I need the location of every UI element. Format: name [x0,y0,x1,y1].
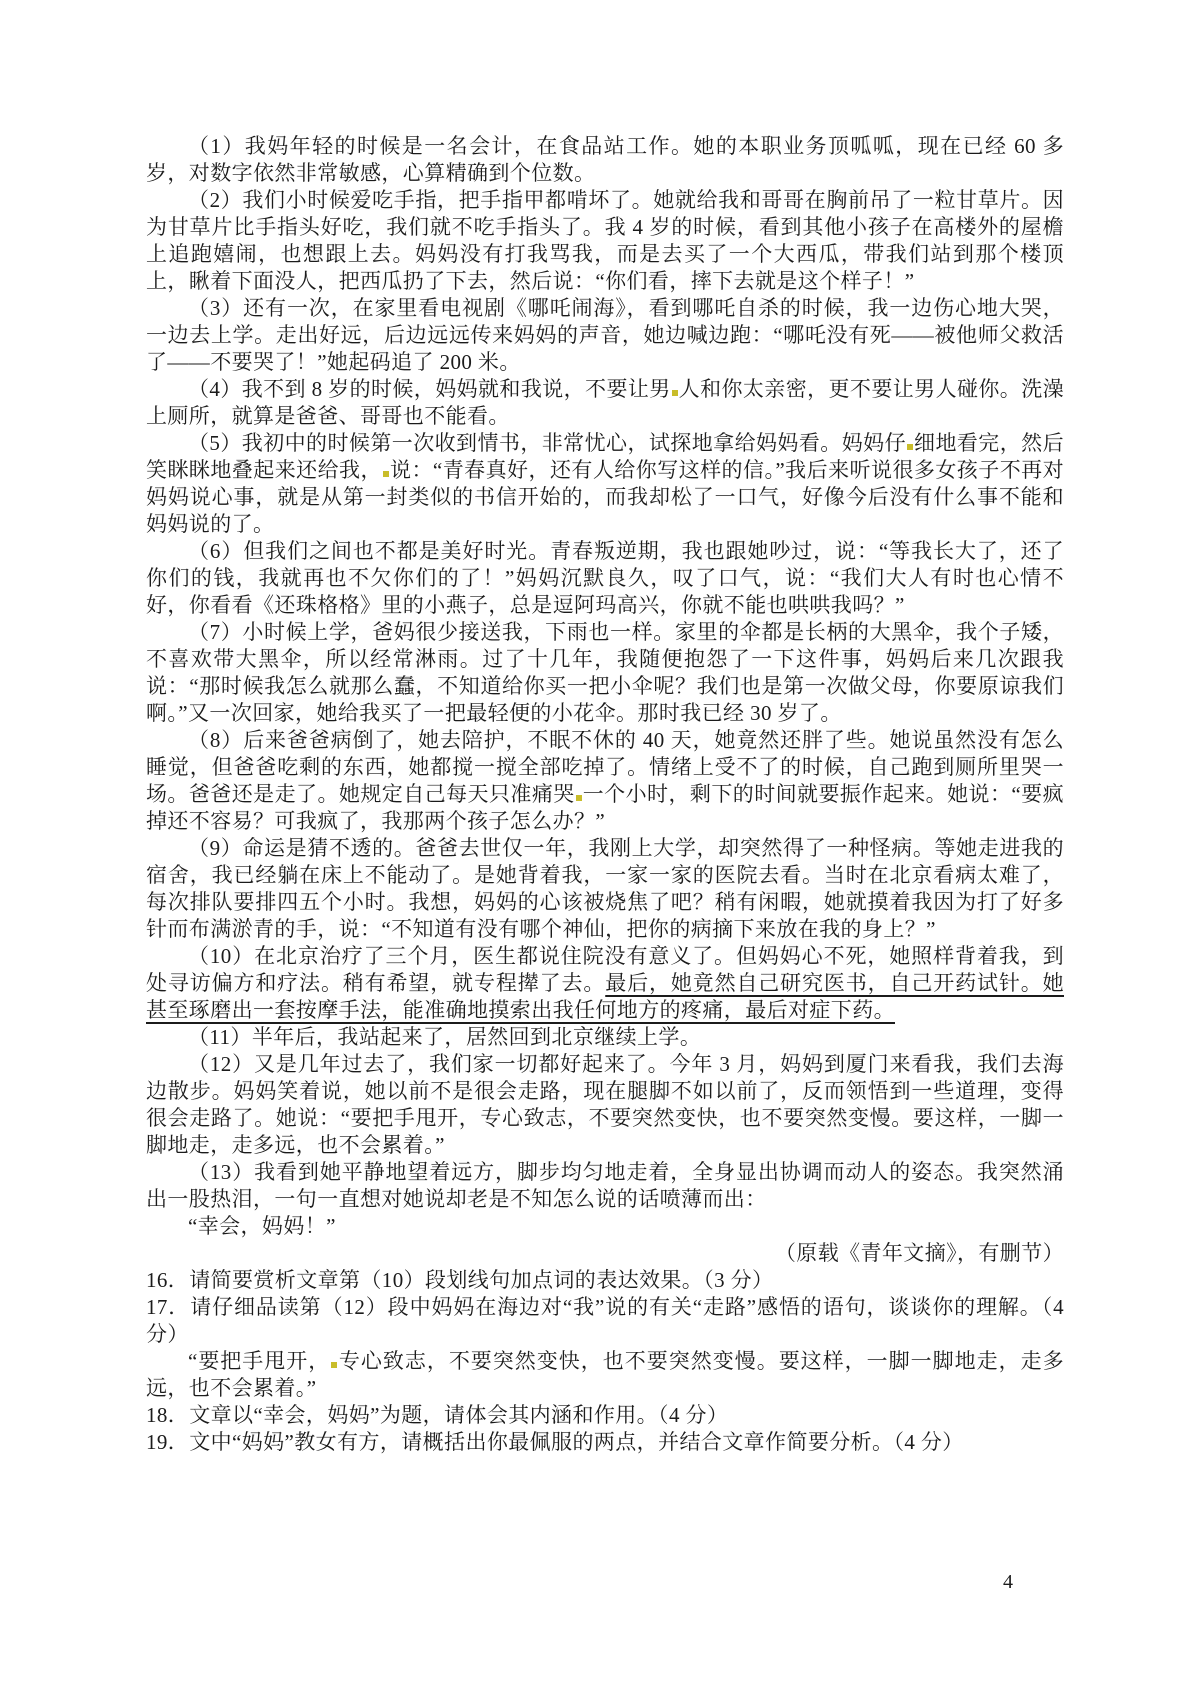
article-source-line [146,1240,1064,1267]
text-segment: 人和你太亲密，更不要让男人碰你。洗澡上厕所，就算是爸爸、哥哥也不能看。 [146,377,1064,428]
article-paragraph [146,619,1064,727]
article-body [146,133,1064,1456]
text-segment: （7）小时候上学，爸妈很少接送我，下雨也一样。家里的伞都是长柄的大黑伞，我个子矮，不喜欢带大黑伞，所以经常淋雨。过了十几年，我随便抱怨了一下这件事，妈妈后来几次跟我说：“那时候我怎么就那么蠢，不知道给你买一把小伞呢？我们也是第一次做父母，你要原谅我们啊。”又一次回家，她给我买了一把最轻便的小花伞。那时我已经 30 岁了。 [146,620,1064,725]
text-segment: （1）我妈年轻的时候是一名会计，在食品站工作。她的本职业务顶呱呱，现在已经 60 多岁，对数字依然非常敏感，心算精确到个位数。 [146,134,1064,185]
text-segment: （8）后来爸爸病倒了，她去陪护，不眠不休的 40 天，她竟然还胖了些。她说虽然没有怎么睡觉，但爸爸吃剩的东西，她都搅一搅全部吃掉了。情绪上受不了的时候，自己跑到厕所里哭一场。爸爸还是走了。她规定自己每天只准痛哭 [146,728,1064,806]
emphasis-dot-mark [383,471,389,477]
text-segment: （6）但我们之间也不都是美好时光。青春叛逆期，我也跟她吵过，说：“等我长大了，还了你们的钱，我就再也不欠你们的了！”妈妈沉默良久，叹了口气，说：“我们大人有时也心情不好，你看看《还珠格格》里的小燕子，总是逗阿玛高兴，你就不能也哄哄我吗？” [146,539,1064,617]
text-segment: （原载《青年文摘》，有删节） [774,1241,1064,1265]
text-segment: （4）我不到 8 岁的时候，妈妈就和我说，不要让男 [188,377,671,401]
article-paragraph [146,376,1064,430]
page-number: 4 [1003,1571,1013,1593]
text-segment: “幸会，妈妈！” [188,1214,336,1238]
article-quote-line [146,1213,1064,1240]
text-segment: 17．请仔细品读第（12）段中妈妈在海边对“我”说的有关“走路”感悟的语句，谈谈你的理解。（4 分） [146,1295,1064,1346]
text-segment: （2）我们小时候爱吃手指，把手指甲都啃坏了。她就给我和哥哥在胸前吊了一粒甘草片。因为甘草片比手指头好吃，我们就不吃手指头了。我 4 岁的时候，看到其他小孩子在高楼外的屋檐上追跑嬉闹，也想跟上去。妈妈没有打我骂我，而是去买了一个大西瓜，带我们站到那个楼顶上，瞅着下面没人，把西瓜扔了下去，然后说：“你们看，摔下去就是这个样子！” [146,188,1064,293]
article-paragraph [146,538,1064,619]
article-paragraph [146,1159,1064,1213]
text-segment: “要把手甩开， [188,1349,331,1373]
text-segment: 18．文章以“幸会，妈妈”为题，请体会其内涵和作用。（4 分） [146,1403,729,1427]
article-paragraph [146,1051,1064,1159]
text-segment: （3）还有一次，在家里看电视剧《哪吒闹海》，看到哪吒自杀的时候，我一边伤心地大哭，一边去上学。走出好远，后边远远传来妈妈的声音，她边喊边跑：“哪吒没有死——被他师父救活了——不要哭了！”她起码追了 200 米。 [146,296,1064,374]
text-segment: 专心致志，不要突然变快，也不要突然变慢。要这样，一脚一脚地走，走多远，也不会累着。” [146,1349,1064,1400]
article-paragraph [146,295,1064,376]
text-segment: 19．文中“妈妈”教女有方，请概括出你最佩服的两点，并结合文章作简要分析。（4 分） [146,1430,964,1454]
article-paragraph [146,430,1064,538]
question-item [146,1402,1064,1429]
text-segment: （10）在北京治疗了三个月，医生都说住院没有意义了。但妈妈心不死，她照样背着我，到处寻访偏方和疗法。稍有希望，就专程撵了去。 [146,944,1064,995]
article-paragraph [146,943,1064,1024]
text-segment: 16．请简要赏析文章第（10）段划线句加点词的表达效果。（3 分） [146,1268,774,1292]
text-segment: （13）我看到她平静地望着远方，脚步均匀地走着，全身显出协调而动人的姿态。我突然涌出一股热泪，一句一直想对她说却老是不知怎么说的话喷薄而出： [146,1160,1064,1211]
text-segment: 细地看完，然后笑眯眯地叠起来还给我， [146,431,1064,482]
emphasis-dot-mark [907,444,913,450]
underlined-text: 最后，她竟然自己研究医书，自己开药试针。她甚至琢磨出一套按摩手法，能准确地摸索出我任何地方的疼痛，最后对症下药。 [146,971,1064,1022]
question-quote-line [146,1348,1064,1402]
article-paragraph [146,727,1064,835]
question-item [146,1429,1064,1456]
article-paragraph [146,1024,1064,1051]
text-segment: （9）命运是猜不透的。爸爸去世仅一年，我刚上大学，却突然得了一种怪病。等她走进我的宿舍，我已经躺在床上不能动了。是她背着我，一家一家的医院去看。当时在北京看病太难了，每次排队要排四五个小时。我想，妈妈的心该被烧焦了吧？稍有闲暇，她就摸着我因为打了好多针而布满淤青的手，说：“不知道有没有哪个神仙，把你的病摘下来放在我的身上？” [146,836,1064,941]
question-item [146,1267,1064,1294]
article-paragraph [146,187,1064,295]
emphasis-dot-mark [576,795,582,801]
text-segment: 说：“青春真好，还有人给你写这样的信。”我后来听说很多女孩子不再对妈妈说心事，就是从第一封类似的书信开始的，而我却松了一口气，好像今后没有什么事不能和妈妈说的了。 [146,458,1064,536]
question-item [146,1294,1064,1348]
text-segment: （12）又是几年过去了，我们家一切都好起来了。今年 3 月，妈妈到厦门来看我，我们去海边散步。妈妈笑着说，她以前不是很会走路，现在腿脚不如以前了，反而领悟到一些道理，变得很会走路了。她说：“要把手甩开，专心致志，不要突然变快，也不要突然变慢。要这样，一脚一脚地走，走多远，也不会累着。” [146,1052,1064,1157]
article-paragraph [146,835,1064,943]
text-segment: 一个小时，剩下的时间就要振作起来。她说：“要疯掉还不容易？可我疯了，我那两个孩子怎么办？” [146,782,1064,833]
text-segment: （11）半年后，我站起来了，居然回到北京继续上学。 [188,1025,702,1049]
text-segment: （5）我初中的时候第一次收到情书，非常忧心，试探地拿给妈妈看。妈妈仔 [188,431,906,455]
emphasis-dot-mark [672,390,678,396]
article-paragraph [146,133,1064,187]
emphasis-dot-mark [331,1362,337,1368]
